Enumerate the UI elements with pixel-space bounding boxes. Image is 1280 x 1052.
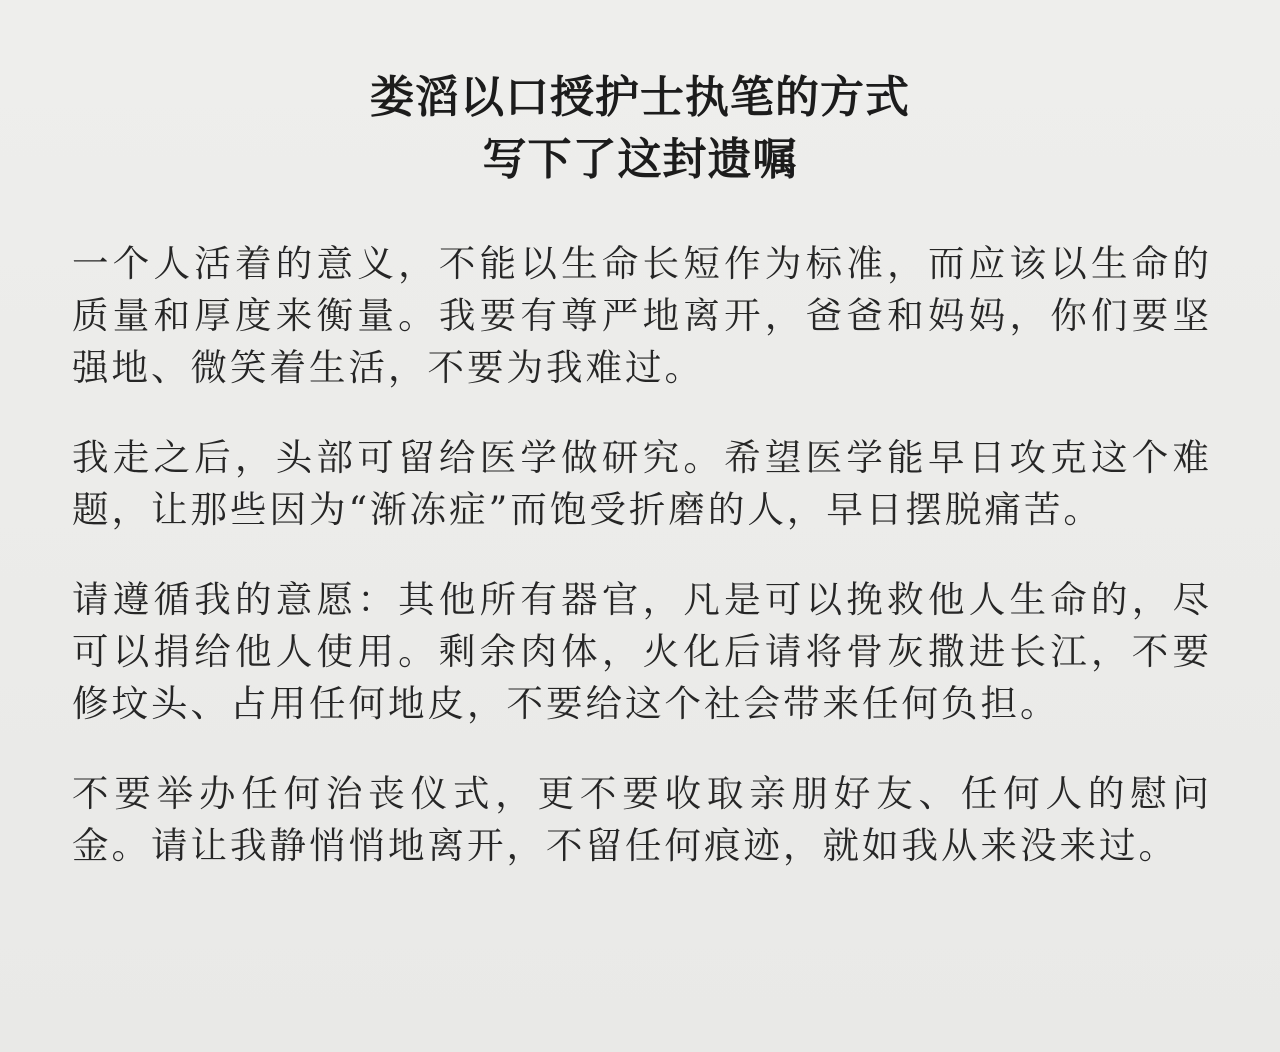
paragraph-4: 不要举办任何治丧仪式，更不要收取亲朋好友、任何人的慰问金。请让我静悄悄地离开，不留任何痕迹，就如我从来没来过。 [72,772,1212,867]
paragraph-2: 我走之后，头部可留给医学做研究。希望医学能早日攻克这个难题，让那些因为“渐冻症”而饱受折磨的人，早日摆脱痛苦。 [72,436,1212,531]
document-body [72,238,1212,910]
paragraph-1: 一个人活着的意义，不能以生命长短作为标准，而应该以生命的质量和厚度来衡量。我要有尊严地离开，爸爸和妈妈，你们要坚强地、微笑着生活，不要为我难过。 [72,242,1212,389]
document-title-line-1: 娄滔以口授护士执笔的方式 [370,72,910,123]
document-title-line-2: 写下了这封遗嘱 [482,134,798,185]
paragraph-3: 请遵循我的意愿：其他所有器官，凡是可以挽救他人生命的，尽可以捐给他人使用。剩余肉体，火化后请将骨灰撒进长江，不要修坟头、占用任何地皮，不要给这个社会带来任何负担。 [72,578,1212,725]
